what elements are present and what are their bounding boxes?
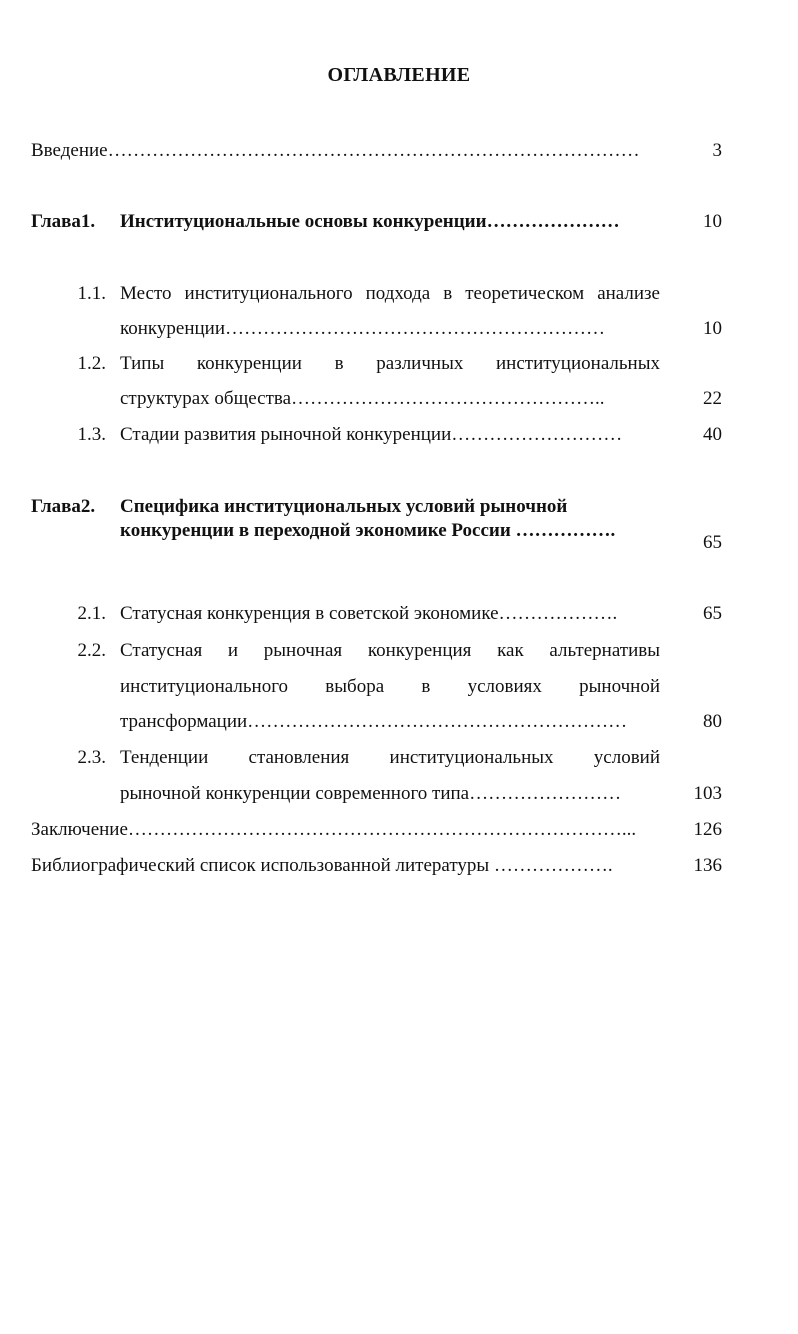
leader-dots: …………………………………………………………………………: [107, 140, 640, 161]
page-number: 65: [703, 603, 722, 624]
page-number: 65: [703, 532, 722, 553]
entry-text: конкуренции: [120, 318, 226, 339]
toc-entry-1-1-line1[interactable]: Место институционального подхода в теоретическом анализе: [120, 283, 660, 304]
page-number: 3: [712, 140, 722, 161]
page-number: 22: [703, 388, 722, 409]
toc-entry-chapter-1[interactable]: [120, 210, 620, 234]
toc-entry-1-1-line2[interactable]: [120, 317, 605, 341]
page-number: 136: [693, 855, 722, 876]
leader-dots: …………………: [486, 211, 620, 232]
entry-text: Введение: [31, 140, 108, 161]
entry-text: Статусная конкуренция в советской экономике: [120, 603, 499, 624]
toc-entry-intro[interactable]: [31, 139, 640, 163]
leader-dots: ……………….: [489, 855, 613, 876]
leader-dots: …………………………………………..: [291, 388, 605, 409]
leader-dots: ……………………: [469, 783, 622, 804]
page-number: 126: [693, 819, 722, 840]
section-number: 2.2.: [77, 640, 106, 661]
entry-text: рыночной конкуренции современного типа: [120, 783, 470, 804]
toc-entry-2-2-line3[interactable]: [120, 710, 627, 734]
leader-dots: ……………….: [498, 603, 618, 624]
toc-entry-bibliography[interactable]: [31, 854, 613, 878]
toc-entry-2-3-line1[interactable]: Тенденции становления институциональных условий: [120, 747, 660, 768]
leader-dots: ……………………………………………………………………...: [127, 819, 637, 840]
toc-entry-chapter-2[interactable]: [120, 519, 615, 543]
entry-text: Библиографический список использованной литературы: [31, 855, 490, 876]
leader-dots: ……………………………………………………: [247, 711, 628, 732]
toc-entry-1-2-line2[interactable]: [120, 387, 605, 411]
entry-text: Стадии развития рыночной конкуренции: [120, 424, 452, 445]
chapter-label: Глава1.: [31, 211, 96, 232]
page-number: 103: [693, 783, 722, 804]
section-number: 2.3.: [77, 747, 106, 768]
page-number: 40: [703, 424, 722, 445]
toc-entry-2-2-line2[interactable]: институционального выбора в условиях рыночной: [120, 676, 660, 697]
entry-text: трансформации: [120, 711, 248, 732]
toc-entry-1-2-line1[interactable]: Типы конкуренции в различных институциональных: [120, 353, 660, 374]
chapter-label: Глава2.: [31, 496, 96, 517]
leader-dots: ………………………: [451, 424, 623, 445]
toc-entry-2-3-line2[interactable]: [120, 782, 621, 806]
page-number: 10: [703, 318, 722, 339]
chapter-title: конкуренции в переходной экономике России: [120, 520, 511, 541]
toc-entry-2-1[interactable]: [120, 602, 617, 626]
page-title: ОГЛАВЛЕНИЕ: [327, 64, 471, 86]
toc-entry-2-2-line1[interactable]: Статусная и рыночная конкуренция как альтернативы: [120, 640, 660, 661]
chapter-title-line1[interactable]: Специфика институциональных условий рыночной: [120, 496, 568, 517]
entry-text: структурах общества: [120, 388, 292, 409]
section-number: 1.3.: [77, 424, 106, 445]
entry-text: Заключение: [31, 819, 128, 840]
leader-dots: …………….: [510, 520, 616, 541]
chapter-title: Институциональные основы конкуренции: [120, 211, 487, 232]
page-number: 10: [703, 211, 722, 232]
section-number: 1.1.: [77, 283, 106, 304]
page-number: 80: [703, 711, 722, 732]
leader-dots: ……………………………………………………: [225, 318, 606, 339]
section-number: 1.2.: [77, 353, 106, 374]
toc-entry-conclusion[interactable]: [31, 818, 636, 842]
section-number: 2.1.: [77, 603, 106, 624]
toc-entry-1-3[interactable]: [120, 423, 622, 447]
